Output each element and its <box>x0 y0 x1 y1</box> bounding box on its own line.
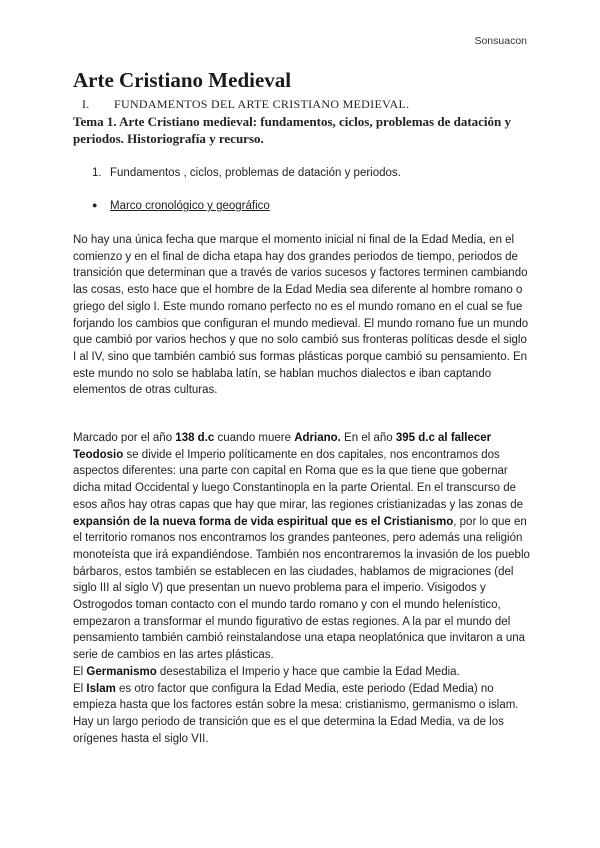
page-title: Arte Cristiano Medieval <box>73 68 292 92</box>
bold-run: expansión de la nueva forma de vida espiritual que es el Cristianismo <box>73 515 454 528</box>
list-item-label: Fundamentos , ciclos, problemas de datación y periodos. <box>110 167 401 179</box>
text-run: El <box>73 682 87 695</box>
section-heading <box>73 97 409 112</box>
text-run: , por lo que en el territorio romanos nos encontramos los grandes panteones, pero además una religión monoteísta que irá expandiéndose. También nos encontraremos la invasión de los pueblo bárbaros, estos también se establecen en las ciudades, hablamos de migraciones (del siglo III al siglo V) que presentan un nuevo problema para el imperio. Visigodos y Ostrogodos toman contacto con el mundo tardo romano y con el mundo helenístico, empezaron a transformar el mundo figurativo de estas regiones. A la par el mundo del pensamiento también cambió reinstalandose una etapa neoplatónica que invitaron a una serie de cambios en las artes plásticas. <box>73 515 530 662</box>
bold-run: Adriano. <box>294 432 341 444</box>
paragraph-intro: No hay una única fecha que marque el momento inicial ni final de la Edad Media, en el comienzo y en el final de dicha etapa hay dos grandes periodos de tiempo, periodos de transición que determinan que a través de varios sucesos y factores terminen cambiando las cosas, esto hace que el hombre de la Edad Media sea diferente al hombre romano o griego del siglo I. Este mundo romano perfecto no es el mundo romano en el cual se fue forjando los cambios que configuran el mundo medieval. El mundo romano fue un mundo que cambió por varios hechos y que no solo cambió sus fronteras políticas desde el siglo I al IV, sino que también cambió sus formas plásticas porque cambió su pensamiento. En este mundo no solo se hablaba latín, se hablan muchos dialectos e iban captando elementos de otras culturas. <box>73 234 529 397</box>
bold-run: 395 d.c al fallecer Teodosio <box>73 432 492 461</box>
text-run: desestabiliza el Imperio y hace que cambie la Edad Media. <box>156 665 460 678</box>
text-run: se divide el Imperio políticamente en dos capitales, nos encontramos dos aspectos diferentes: una parte con capital en Roma que es la que tiene que gobernar dicha mitad Occidental y luego Constantinopla en la parte Oriental. En el transcurso de esos años hay otras capas que hay que mirar, las regiones cristianizadas y las zonas de <box>73 448 524 511</box>
bullet-label: Marco cronológico y geográfico <box>110 200 270 212</box>
author-name: Sonsuacon <box>474 35 527 47</box>
text-run: cuando muere <box>214 432 295 444</box>
bullet-item <box>92 200 270 212</box>
section-number: I. <box>82 97 90 111</box>
bold-run: Islam <box>86 682 116 695</box>
numbered-list-item <box>92 167 401 179</box>
text-run: En el año <box>340 432 396 444</box>
section-label: FUNDAMENTOS DEL ARTE CRISTIANO MEDIEVAL. <box>114 97 410 111</box>
bold-run: Germanismo <box>86 665 157 678</box>
text-run: es otro factor que configura la Edad Media, este periodo (Edad Media) no empieza hasta que los factores están sobre la mesa: cristianismo, germanismo o islam. Hay un largo periodo de transición que es el que determina la Edad Media, va de los orígenes hasta el siglo VII. <box>73 682 519 745</box>
bold-run: 138 d.c <box>175 432 215 444</box>
text-run: Marcado por el año <box>73 432 176 444</box>
list-number: 1. <box>92 167 102 179</box>
text-run: El <box>73 665 87 678</box>
paragraph-history <box>73 430 533 747</box>
topic-heading: Tema 1. Arte Cristiano medieval: fundamentos, ciclos, problemas de datación y periodos. Historiografía y recurso. <box>73 114 512 146</box>
bullet-icon: ● <box>92 200 98 210</box>
